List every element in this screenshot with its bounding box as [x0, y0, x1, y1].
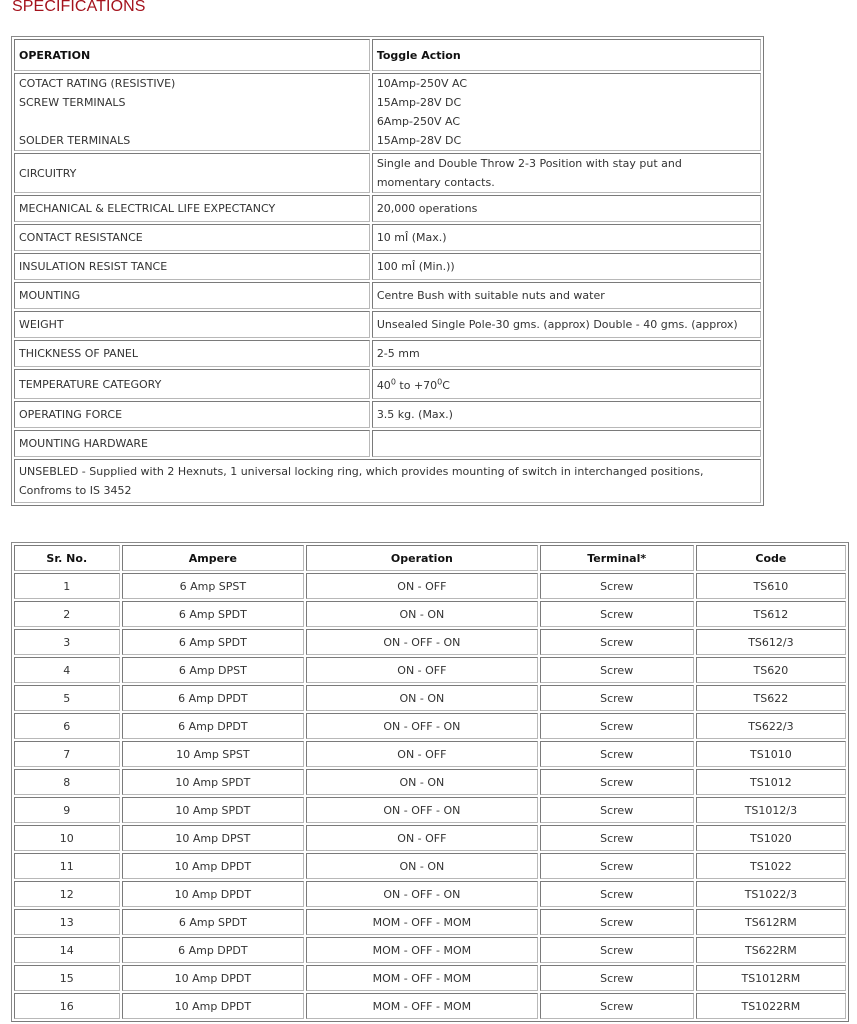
cell-terminal: Screw [540, 573, 694, 599]
cell-sr-no: 11 [14, 853, 120, 879]
cell-operation: MOM - OFF - MOM [306, 965, 537, 991]
rating-value: 10Amp-250V AC [376, 77, 468, 90]
table-row [14, 657, 846, 683]
spec-footer-note-row [14, 459, 761, 503]
cell-sr-no: 8 [14, 769, 120, 795]
footer-note-line: Confroms to IS 3452 [19, 484, 132, 497]
spec-row-operating-force [14, 401, 761, 428]
cell-terminal: Screw [540, 825, 694, 851]
table-row [14, 881, 846, 907]
spec-label: THICKNESS OF PANEL [14, 340, 370, 367]
cell-sr-no: 4 [14, 657, 120, 683]
cell-sr-no: 7 [14, 741, 120, 767]
cell-ampere: 6 Amp SPDT [122, 629, 305, 655]
spec-row [14, 311, 761, 338]
cell-sr-no: 10 [14, 825, 120, 851]
screw-terminals-label: SCREW TERMINALS [19, 96, 126, 109]
cell-code: TS612/3 [696, 629, 846, 655]
column-header-operation: Operation [306, 545, 537, 571]
footer-note [14, 459, 761, 503]
contact-rating-label: COTACT RATING (RESISTIVE) [19, 77, 176, 90]
cell-operation: ON - OFF [306, 741, 537, 767]
cell-operation: MOM - OFF - MOM [306, 909, 537, 935]
solder-terminals-label: SOLDER TERMINALS [19, 134, 131, 147]
spec-label: TEMPERATURE CATEGORY [14, 369, 370, 399]
cell-code: TS1022 [696, 853, 846, 879]
cell-code: TS1012 [696, 769, 846, 795]
cell-code: TS1022RM [696, 993, 846, 1019]
degree-symbol: 0 [390, 377, 396, 387]
cell-terminal: Screw [540, 881, 694, 907]
temp-high: to +70 [395, 379, 438, 392]
spec-value [372, 369, 761, 399]
cell-sr-no: 16 [14, 993, 120, 1019]
cell-operation: ON - OFF - ON [306, 713, 537, 739]
footer-note-line: UNSEBLED - Supplied with 2 Hexnuts, 1 universal locking ring, which provides mounting of switch in interchanged positions, [19, 465, 704, 478]
cell-code: TS612RM [696, 909, 846, 935]
cell-code: TS1012RM [696, 965, 846, 991]
cell-ampere: 10 Amp SPDT [122, 769, 305, 795]
cell-sr-no: 5 [14, 685, 120, 711]
blank-label [19, 112, 365, 131]
cell-code: TS1012/3 [696, 797, 846, 823]
cell-operation: ON - OFF [306, 825, 537, 851]
cell-ampere: 10 Amp DPDT [122, 965, 305, 991]
cell-ampere: 10 Amp DPDT [122, 853, 305, 879]
table-row [14, 937, 846, 963]
cell-code: TS622 [696, 685, 846, 711]
spec-value: 10 mÎ (Max.) [372, 224, 761, 251]
cell-operation: ON - ON [306, 601, 537, 627]
specifications-table [11, 36, 764, 506]
column-header-code: Code [696, 545, 846, 571]
cell-sr-no: 15 [14, 965, 120, 991]
column-header-sr-no: Sr. No. [14, 545, 120, 571]
rating-value: 6Amp-250V AC [376, 115, 461, 128]
cell-operation: ON - ON [306, 685, 537, 711]
spec-header-label: OPERATION [14, 39, 370, 71]
cell-terminal: Screw [540, 853, 694, 879]
table-row [14, 769, 846, 795]
cell-sr-no: 1 [14, 573, 120, 599]
product-codes-table [11, 542, 849, 1022]
cell-operation: ON - ON [306, 853, 537, 879]
spec-row-contact-rating [14, 73, 761, 151]
cell-ampere: 6 Amp DPDT [122, 713, 305, 739]
spec-label: CONTACT RESISTANCE [14, 224, 370, 251]
table-row [14, 573, 846, 599]
cell-terminal: Screw [540, 797, 694, 823]
cell-ampere: 6 Amp DPDT [122, 685, 305, 711]
cell-code: TS1022/3 [696, 881, 846, 907]
cell-terminal: Screw [540, 629, 694, 655]
cell-operation: ON - ON [306, 769, 537, 795]
spec-row [14, 253, 761, 280]
cell-ampere: 10 Amp SPDT [122, 797, 305, 823]
cell-operation: ON - OFF - ON [306, 797, 537, 823]
cell-ampere: 6 Amp SPDT [122, 909, 305, 935]
cell-ampere: 10 Amp DPDT [122, 881, 305, 907]
cell-code: TS622/3 [696, 713, 846, 739]
spec-row-circuitry [14, 153, 761, 193]
cell-code: TS610 [696, 573, 846, 599]
cell-operation: ON - OFF [306, 657, 537, 683]
spec-row [14, 195, 761, 222]
cell-code: TS1020 [696, 825, 846, 851]
spec-label: MECHANICAL & ELECTRICAL LIFE EXPECTANCY [14, 195, 370, 222]
cell-sr-no: 12 [14, 881, 120, 907]
cell-terminal: Screw [540, 993, 694, 1019]
table-row [14, 993, 846, 1019]
cell-sr-no: 9 [14, 797, 120, 823]
table-row [14, 853, 846, 879]
cell-terminal: Screw [540, 601, 694, 627]
spec-row [14, 224, 761, 251]
table-row [14, 601, 846, 627]
cell-ampere: 10 Amp SPST [122, 741, 305, 767]
spec-value [372, 153, 761, 193]
cell-terminal: Screw [540, 937, 694, 963]
cell-terminal: Screw [540, 965, 694, 991]
spec-label: CIRCUITRY [14, 153, 370, 193]
spec-header-value: Toggle Action [372, 39, 761, 71]
cell-code: TS612 [696, 601, 846, 627]
cell-sr-no: 3 [14, 629, 120, 655]
spec-row-temperature [14, 369, 761, 399]
cell-code: TS620 [696, 657, 846, 683]
table-row [14, 741, 846, 767]
column-header-ampere: Ampere [122, 545, 305, 571]
cell-code: TS1010 [696, 741, 846, 767]
cell-terminal: Screw [540, 769, 694, 795]
cell-operation: ON - OFF - ON [306, 629, 537, 655]
table-row [14, 909, 846, 935]
table-row [14, 825, 846, 851]
spec-label: WEIGHT [14, 311, 370, 338]
spec-label: MOUNTING [14, 282, 370, 309]
cell-ampere: 10 Amp DPST [122, 825, 305, 851]
spec-label: INSULATION RESIST TANCE [14, 253, 370, 280]
circuitry-line: momentary contacts. [376, 176, 495, 189]
cell-operation: ON - OFF [306, 573, 537, 599]
spec-value: Unsealed Single Pole-30 gms. (approx) Double - 40 gms. (approx) [372, 311, 761, 338]
spec-value: 20,000 operations [372, 195, 761, 222]
cell-terminal: Screw [540, 713, 694, 739]
spec-value: 3.5 kg. (Max.) [372, 401, 761, 428]
spec-row-mounting-hardware [14, 430, 761, 457]
degree-symbol: 0 [437, 377, 443, 387]
contact-rating-values [372, 73, 761, 151]
table-row [14, 685, 846, 711]
table-row [14, 713, 846, 739]
spec-label: OPERATING FORCE [14, 401, 370, 428]
cell-sr-no: 6 [14, 713, 120, 739]
contact-rating-labels [14, 73, 370, 151]
cell-operation: MOM - OFF - MOM [306, 937, 537, 963]
cell-sr-no: 14 [14, 937, 120, 963]
spec-row [14, 340, 761, 367]
spec-header-row [14, 39, 761, 71]
cell-operation: ON - OFF - ON [306, 881, 537, 907]
cell-terminal: Screw [540, 909, 694, 935]
spec-value [372, 430, 761, 457]
cell-sr-no: 13 [14, 909, 120, 935]
cell-ampere: 6 Amp DPST [122, 657, 305, 683]
rating-value: 15Amp-28V DC [376, 96, 462, 109]
cell-sr-no: 2 [14, 601, 120, 627]
temp-low: 40 [376, 379, 391, 392]
cell-terminal: Screw [540, 657, 694, 683]
column-header-terminal: Terminal* [540, 545, 694, 571]
rating-value: 15Amp-28V DC [376, 134, 462, 147]
product-header-row [14, 545, 846, 571]
spec-row [14, 282, 761, 309]
spec-value: 2-5 mm [372, 340, 761, 367]
spec-value: Centre Bush with suitable nuts and water [372, 282, 761, 309]
cell-ampere: 10 Amp DPDT [122, 993, 305, 1019]
spec-value: 100 mÎ (Min.)) [372, 253, 761, 280]
table-row [14, 797, 846, 823]
cell-code: TS622RM [696, 937, 846, 963]
cell-terminal: Screw [540, 741, 694, 767]
page-title: SPECIFICATIONS [12, 0, 146, 15]
cell-operation: MOM - OFF - MOM [306, 993, 537, 1019]
temp-unit: C [442, 379, 450, 392]
circuitry-line: Single and Double Throw 2-3 Position with stay put and [376, 157, 682, 170]
table-row [14, 629, 846, 655]
spec-label: MOUNTING HARDWARE [14, 430, 370, 457]
cell-ampere: 6 Amp DPDT [122, 937, 305, 963]
cell-terminal: Screw [540, 685, 694, 711]
table-row [14, 965, 846, 991]
product-table-body [14, 573, 846, 1019]
cell-ampere: 6 Amp SPST [122, 573, 305, 599]
cell-ampere: 6 Amp SPDT [122, 601, 305, 627]
